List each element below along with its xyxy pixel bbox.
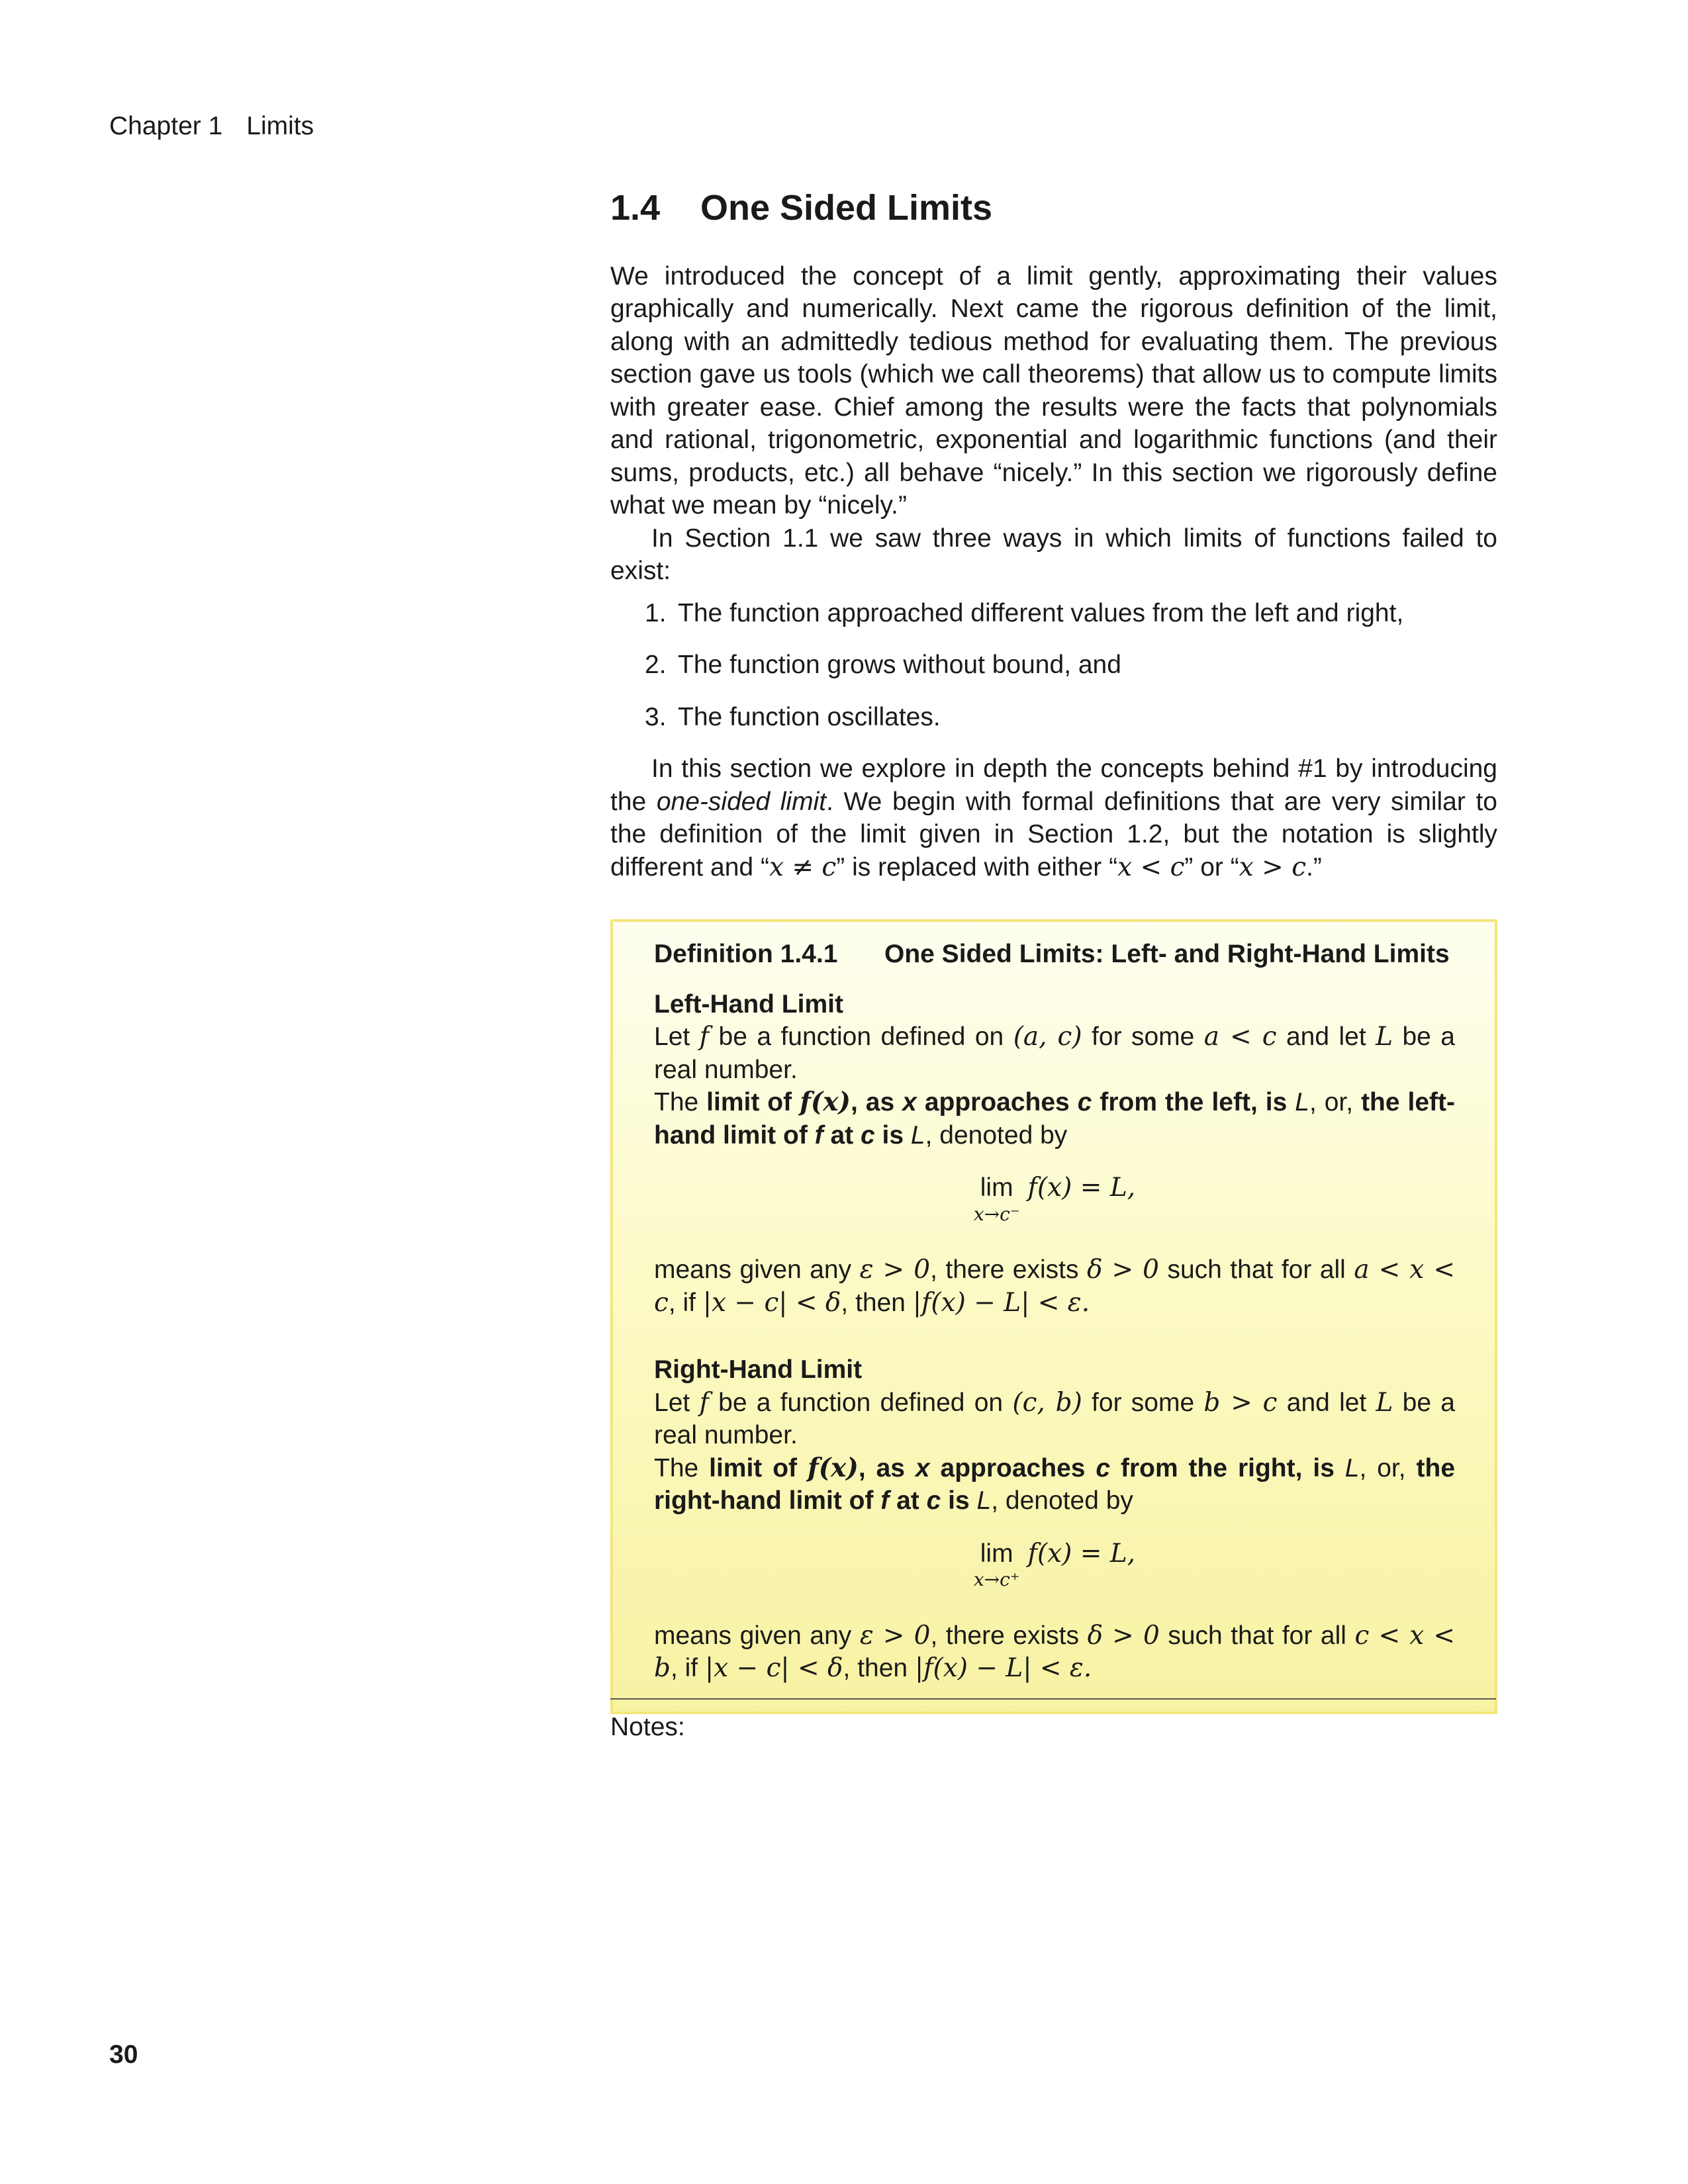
notes-divider bbox=[610, 1698, 1496, 1700]
main-column bbox=[610, 187, 1497, 1714]
right-hand-premise: Let f be a function defined on (c, b) for some b > c and let L be a real number. bbox=[654, 1387, 1455, 1450]
failure-list bbox=[610, 597, 1497, 734]
definition-title: One Sided Limits: Left- and Right-Hand Limits bbox=[884, 940, 1450, 969]
paragraph-one-sided: In this section we explore in depth the concepts behind #1 by introducing the one-sided limit. We begin with formal definitions that are very similar to the definition of the limit given in Section 1.2, but the notation is slightly different and “x ≠ c” is replaced with either “x < c” or “x > c.” bbox=[610, 754, 1497, 882]
right-limit-formula: lim x→c⁺ f(x) = L, bbox=[973, 1538, 1136, 1591]
right-hand-epsilon-delta: means given any ε > 0, there exists δ > 0 such that for all c < x < b, if |x − c| < δ, then |f(x) − L| < ε. bbox=[654, 1620, 1456, 1684]
definition-label: Definition 1.4.1 bbox=[654, 940, 838, 969]
list-item: 1. The function approached different values from the left and right, bbox=[645, 598, 1404, 627]
running-head bbox=[109, 111, 314, 142]
section-title-text: One Sided Limits bbox=[700, 188, 993, 228]
left-hand-epsilon-delta: means given any ε > 0, there exists δ > 0 such that for all a < x < c, if |x − c| < δ, then |f(x) − L| < ε. bbox=[654, 1255, 1456, 1318]
definition-heading bbox=[654, 938, 1455, 971]
chapter-label: Chapter 1 bbox=[109, 112, 223, 140]
chapter-title: Limits bbox=[246, 112, 314, 140]
term-one-sided-limit: one-sided limit bbox=[656, 787, 827, 816]
right-hand-heading: Right-Hand Limit bbox=[654, 1355, 863, 1385]
list-item: 3. The function oscillates. bbox=[645, 702, 941, 731]
section-title bbox=[610, 187, 1497, 230]
left-hand-heading: Left-Hand Limit bbox=[654, 989, 843, 1019]
definition-box bbox=[610, 919, 1497, 1714]
page-number: 30 bbox=[109, 2040, 138, 2069]
left-hand-premise: Let f be a function defined on (a, c) for some a < c and let L be a real number. bbox=[654, 1022, 1455, 1084]
left-limit-formula: lim x→c⁻ f(x) = L, bbox=[973, 1173, 1136, 1225]
section-number: 1.4 bbox=[610, 188, 661, 228]
right-hand-statement: The limit of f(x), as x approaches c from the right, is L, or, the right-hand limit of f at c is L, denoted by bbox=[654, 1452, 1456, 1516]
list-item: 2. The function grows without bound, and bbox=[645, 651, 1121, 680]
intro-paragraph: We introduced the concept of a limit gently, approximating their values graphically and numerically. Next came the rigorous definition of the limit, along with an admittedly tedious method for evaluating them. The previous section gave us tools (which we call theorems) that allow us to compute limits with greater ease. Chief among the results were the facts that polynomials and rational, trigonometric, exponential and logarithmic functions (and their sums, products, etc.) all behave “nicely.” In this section we rigorously define what we mean by “nicely.” bbox=[610, 261, 1497, 520]
list-intro: In Section 1.1 we saw three ways in which limits of functions failed to exist: bbox=[610, 523, 1497, 586]
left-hand-statement: The limit of f(x), as x approaches c from the left, is L, or, the left-hand limit of f at c is L, denoted by bbox=[654, 1087, 1456, 1150]
notes-label: Notes: bbox=[610, 1713, 685, 1741]
